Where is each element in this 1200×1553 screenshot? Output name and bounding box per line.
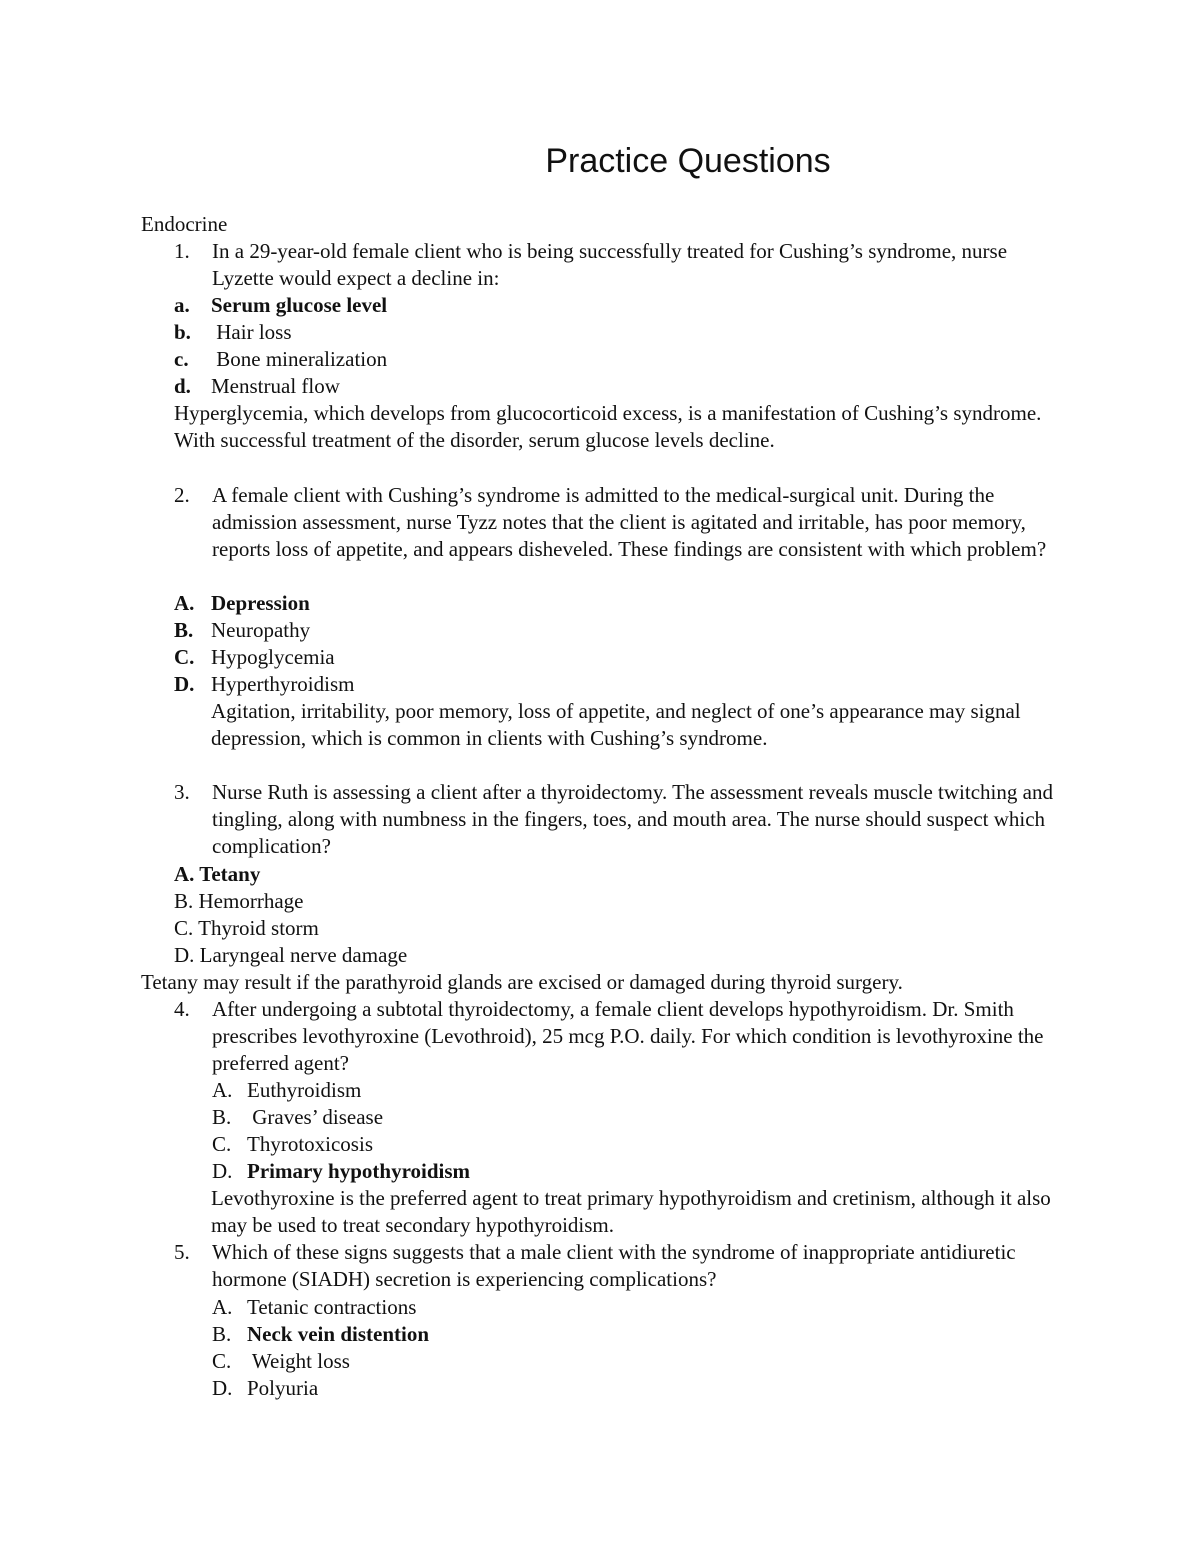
question-text: A female client with Cushing’s syndrome is admitted to the medical-surgical unit. During the admission assessment, nurse Tyzz notes that the client is agitated and irritable, has poor memory, reports loss of appetite, and appears disheveled. These findings are consistent with which problem?: [212, 483, 1047, 561]
question-number: 2.: [174, 483, 190, 507]
option-c: C. Hypoglycemia: [174, 645, 335, 669]
option-d: D. Primary hypothyroidism: [212, 1159, 471, 1183]
option-a: A. Euthyroidism: [212, 1078, 362, 1102]
option-b: B. Hemorrhage: [174, 889, 304, 913]
explanation-4: Levothyroxine is the preferred agent to treat primary hypothyroidism and cretinism, although it also may be used to treat secondary hypothyroidism.: [211, 1186, 1051, 1237]
option-d: D. Polyuria: [212, 1376, 319, 1400]
question-text: After undergoing a subtotal thyroidectomy, a female client develops hypothyroidism. Dr. Smith prescribes levothyroxine (Levothroid), 25 mcg P.O. daily. For which condition is levothyroxine the preferred agent?: [212, 997, 1044, 1075]
question-2: [174, 482, 1074, 563]
page-title: Practice Questions: [545, 142, 831, 180]
option-b: B. Neuropathy: [174, 618, 311, 642]
explanation-2: Agitation, irritability, poor memory, loss of appetite, and neglect of one’s appearance may signal depression, which is common in clients with Cushing’s syndrome.: [211, 699, 1021, 750]
explanation-3: Tetany may result if the parathyroid glands are excised or damaged during thyroid surgery.: [141, 970, 903, 994]
question-3: [174, 779, 1074, 860]
question-number: 3.: [174, 780, 190, 804]
option-a: A. Depression: [174, 591, 310, 615]
question-text: Which of these signs suggests that a male client with the syndrome of inappropriate antidiuretic hormone (SIADH) secretion is experiencing complications?: [212, 1240, 1016, 1291]
option-c: C. Thyroid storm: [174, 916, 319, 940]
option-d: D. Laryngeal nerve damage: [174, 943, 408, 967]
question-text: Nurse Ruth is assessing a client after a thyroidectomy. The assessment reveals muscle twitching and tingling, along with numbness in the fingers, toes, and mouth area. The nurse should suspect which complication?: [212, 780, 1053, 858]
option-b: b. Hair loss: [174, 320, 292, 344]
question-number: 5.: [174, 1240, 190, 1264]
option-a: A. Tetany: [174, 862, 261, 886]
option-c: c. Bone mineralization: [174, 347, 388, 371]
section-heading: Endocrine: [141, 212, 228, 236]
option-b: B. Graves’ disease: [212, 1105, 384, 1129]
option-d: d. Menstrual flow: [174, 374, 340, 398]
option-a: A. Tetanic contractions: [212, 1295, 417, 1319]
question-number: 1.: [174, 239, 190, 263]
question-5: [174, 1239, 1074, 1293]
option-c: C. Thyrotoxicosis: [212, 1132, 373, 1156]
option-b: B. Neck vein distention: [212, 1322, 430, 1346]
explanation-1: Hyperglycemia, which develops from glucocorticoid excess, is a manifestation of Cushing’s syndrome. With successful treatment of the disorder, serum glucose levels decline.: [174, 401, 1042, 452]
option-c: C. Weight loss: [212, 1349, 350, 1373]
question-text: In a 29-year-old female client who is being successfully treated for Cushing’s syndrome, nurse Lyzette would expect a decline in:: [212, 239, 1008, 290]
option-d: D. Hyperthyroidism: [174, 672, 355, 696]
option-a: a. Serum glucose level: [174, 293, 388, 317]
question-4: [174, 996, 1074, 1077]
question-1: [174, 238, 1074, 292]
question-number: 4.: [174, 997, 190, 1021]
